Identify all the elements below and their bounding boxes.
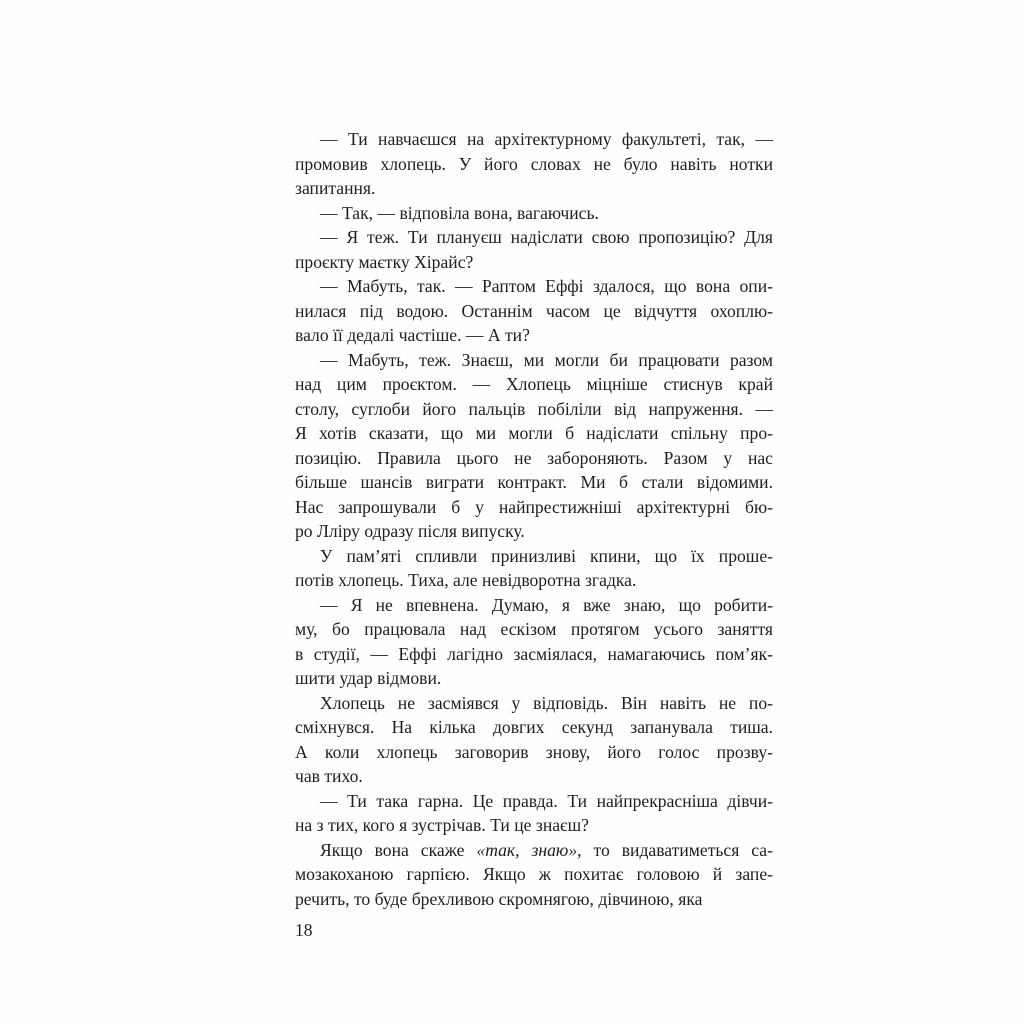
paragraph [295, 225, 773, 274]
text-line: Якщо вона скаже «так, знаю», то видаватиметься са- [320, 839, 773, 860]
page-number: 18 [295, 920, 313, 940]
text-line: столу, суглоби його пальців побіліли від напруження. — [295, 398, 773, 419]
text-line: нилася під водою. Останнім часом це відчуття охоплю- [295, 300, 773, 321]
paragraph [295, 544, 773, 593]
text-line: — Ти навчаєшся на архітектурному факультеті, так, — [320, 129, 773, 149]
paragraph [295, 838, 773, 912]
text-line: Хлопець не засміявся у відповідь. Він навіть не по- [320, 692, 773, 713]
text-line: над цим проєктом. — Хлопець міцніше стиснув край [295, 374, 773, 394]
text-line: сміхнувся. На кілька довгих секунд запанувала тиша. [295, 717, 773, 737]
text-line: на з тих, кого я зустрічав. Ти це знаєш? [295, 815, 589, 835]
text-line: — Мабуть, так. — Раптом Еффі здалося, що вона опи- [320, 276, 773, 296]
text-line: більше шансів виграти контракт. Ми б стали відомими. [295, 472, 773, 492]
text-line: проєкту маєтку Хірайс? [295, 251, 474, 272]
paragraph [295, 691, 773, 789]
text-line: — Ти така гарна. Це правда. Ти найпрекрасніша дівчи- [320, 790, 773, 811]
text-line: Я хотів сказати, що ми могли б надіслати спільну про- [295, 423, 773, 443]
text-line: — Так, — відповіла вона, вагаючись. [320, 202, 599, 223]
paragraph [295, 789, 773, 838]
paragraph [295, 201, 773, 226]
page-text [295, 127, 773, 911]
text-line: в студії, — Еффі лагідно засміялася, намагаючись пом’як- [295, 643, 773, 664]
text-line: промовив хлопець. У його словах не було навіть нотки [295, 153, 773, 174]
text-line: чав тихо. [295, 766, 363, 786]
text-line: му, бо працювала над ескізом протягом усього заняття [295, 619, 773, 639]
text-line: У пам’яті спливли принизливі кпини, що їх проше- [320, 545, 773, 566]
text-line: Нас запрошували б у найпрестижніші архітектурні бю- [295, 496, 773, 517]
text-line: запитання. [295, 178, 376, 198]
paragraph [295, 274, 773, 348]
text-line: А коли хлопець заговорив знову, його голос прозву- [295, 741, 773, 762]
text-line: вало її дедалі частіше. — А ти? [295, 325, 530, 345]
text-line: — Я теж. Ти плануєш надіслати свою пропозицію? Для [320, 227, 773, 247]
text-line: ро Лліру одразу після випуску. [295, 521, 525, 541]
text-line: — Мабуть, теж. Знаєш, ми могли би працювати разом [320, 349, 773, 370]
text-line: позицію. Правила цього не забороняють. Разом у нас [295, 447, 773, 468]
paragraph [295, 593, 773, 691]
text-line: — Я не впевнена. Думаю, я вже знаю, що робити- [320, 594, 773, 615]
text-line: шити удар відмови. [295, 668, 442, 688]
text-line: речить, то буде брехливою скромнягою, дівчиною, яка [295, 888, 703, 909]
text-line: мозакоханою гарпією. Якщо ж похитає головою й запе- [295, 864, 773, 884]
paragraph [295, 127, 773, 201]
text-line: потів хлопець. Тиха, але невідворотна згадка. [295, 570, 637, 590]
paragraph [295, 348, 773, 544]
